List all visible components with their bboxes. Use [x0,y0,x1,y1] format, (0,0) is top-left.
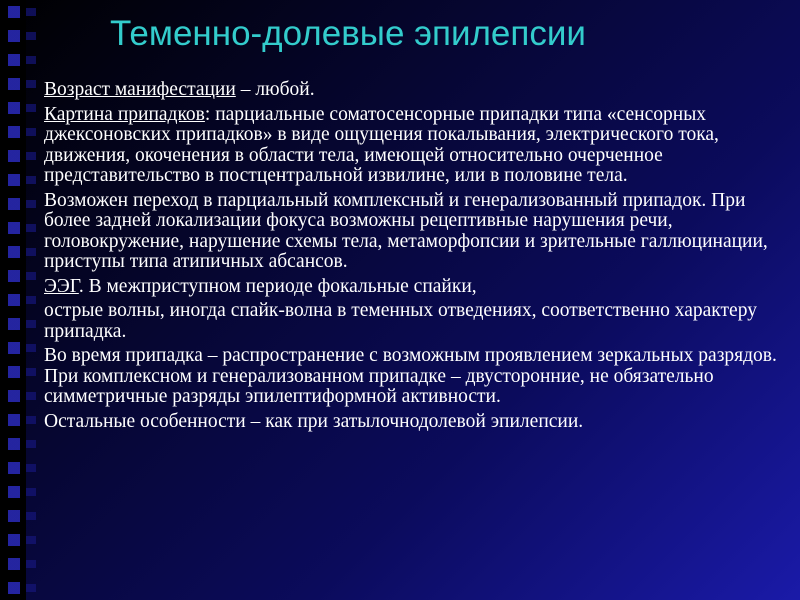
paragraph-eeg-waves: острые волны, иногда спайк-волна в теменных отведениях, соответственно характеру припадка. [44,300,757,342]
seizure-picture-text: : парциальные соматосенсорные припадки типа «сенсорных джексоновских припадков» в виде ощущения покалывания, электрического тока, движения, окоченения в области тела, имеющей относительно очерченное представительство в постцентральной извилине, или в половине тела. [44,103,719,186]
paragraph-ictal: Во время припадка – распространение с возможным проявлением зеркальных разрядов. При комплексном и генерализованном припадке – двусторонние, не обязательно симметричные разряды эпилептиформной активности. [44,345,777,407]
paragraph-other-features: Остальные особенности – как при затылочнодолевой эпилепсии. [44,410,584,432]
slide-title: Теменно-долевые эпилепсии [110,14,586,53]
paragraph-generalization: Возможен переход в парциальный комплексный и генерализованный припадок. При более задней локализации фокуса возможны рецептивные нарушения речи, головокружение, нарушение схемы тела, метаморфопсии и зрительные галлюцинации, приступы типа атипичных абсансов. [44,189,768,272]
decorative-side-strip [0,0,26,600]
eeg-label: ЭЭГ [44,275,79,297]
paragraph-seizure-picture [44,105,789,187]
eeg-text: . В межприступном периоде фокальные спайки, [78,275,477,297]
age-of-onset-label: Возраст манифестации [44,79,236,100]
paragraph-age-of-onset [44,80,789,101]
slide-body [44,80,789,436]
decorative-side-strip-inner [26,0,36,600]
paragraph-eeg [44,277,789,298]
age-of-onset-text: – любой. [235,79,315,100]
seizure-picture-label: Картина припадков [44,103,205,125]
